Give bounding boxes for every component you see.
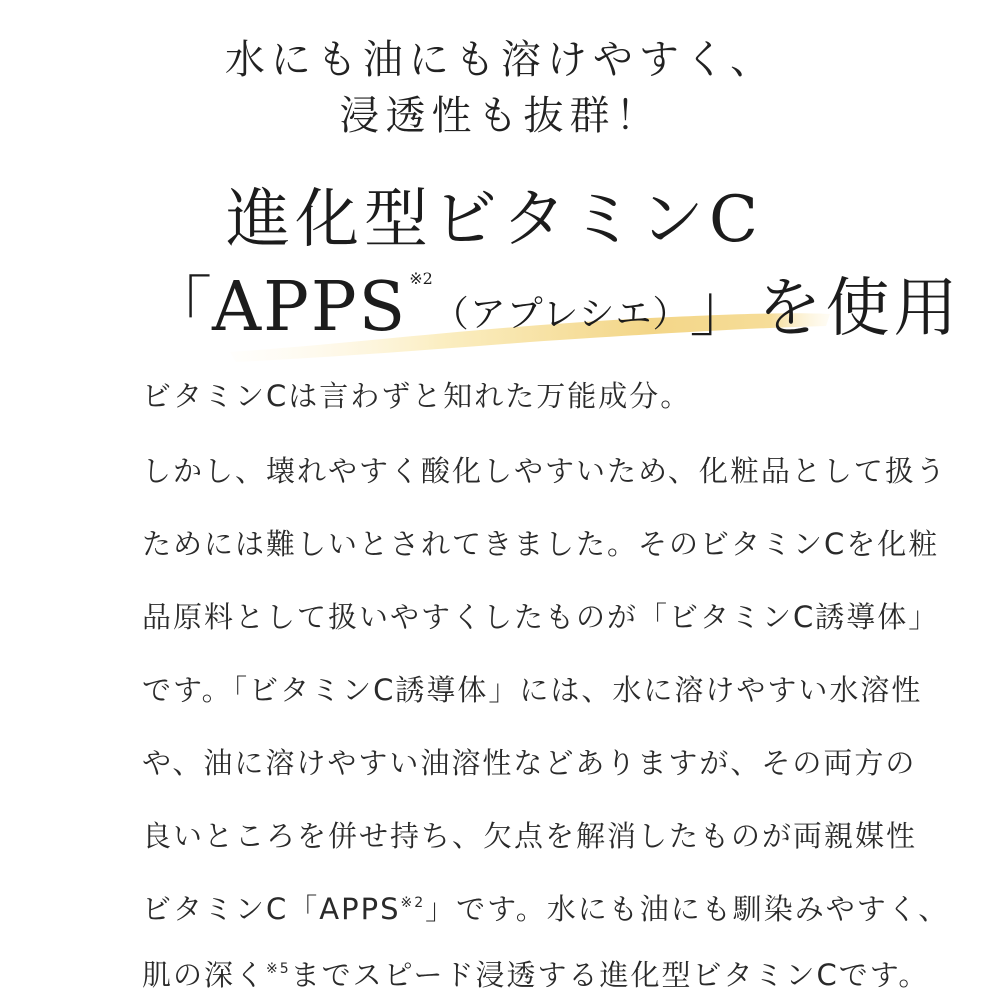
headline-line-1: 進化型ビタミンC <box>226 183 763 257</box>
apps-reading: （アプレシエ） <box>432 294 690 335</box>
apps-name: APPS <box>212 268 408 347</box>
footnote-mark-5: ※5 <box>266 961 291 977</box>
lead-line-2: 浸透性も抜群！ <box>339 93 662 139</box>
body-line-9-start: 肌の深く <box>142 958 267 992</box>
body-line-8-end: 」です。水にも油にも馴染みやすく、 <box>425 892 950 926</box>
open-bracket: 「 <box>146 269 212 346</box>
body-line-1: ビタミンCは言わずと知れた万能成分。 <box>142 379 692 413</box>
body-line-3: ためには難しいとされてきました。そのビタミンCを化粧 <box>142 527 940 561</box>
lead-line-1: 水にも油にも溶けやすく、 <box>224 37 777 83</box>
headline-line-2 <box>146 254 961 349</box>
body-line-8-start: ビタミンC「APPS <box>142 892 401 926</box>
headline-suffix: 」を使用 <box>689 272 962 346</box>
body-line-8 <box>142 887 950 928</box>
body-line-6: や、油に溶けやすい油溶性などありますが、その両方の <box>142 746 917 780</box>
apps-footnote-mark: ※2 <box>409 269 433 288</box>
body-line-9-end: までスピード浸透する進化型ビタミンCです。 <box>290 958 930 992</box>
body-line-7: 良いところを併せ持ち、欠点を解消したものが両親媒性 <box>142 819 918 853</box>
body-line-2: しかし、壊れやすく酸化しやすいため、化粧品として扱う <box>142 454 947 488</box>
footnote-mark-2: ※2 <box>400 895 426 911</box>
body-line-4: 品原料として扱いやすくしたものが「ビタミンC誘導体」 <box>142 600 940 634</box>
body-line-5: です。「ビタミンC誘導体」には、水に溶けやすい水溶性 <box>142 673 923 707</box>
body-line-9 <box>142 953 930 994</box>
